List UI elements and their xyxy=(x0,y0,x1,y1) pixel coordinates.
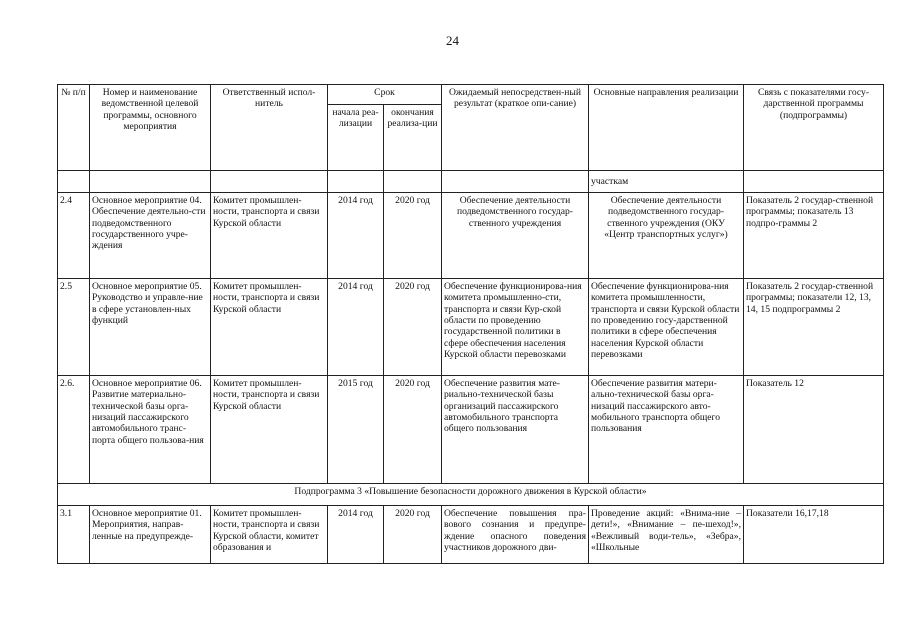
row-responsible: Комитет промышлен-ности, транспорта и связи Курской области, комитет образования и xyxy=(211,506,328,564)
row-directions: Обеспечение функционирова-ния комитета промышленности, транспорта и связи Курской области по проведению госу-дарственной политики в сфере обеспечения населения Курской области перевозками xyxy=(589,279,744,376)
row-responsible: Комитет промышлен-ности, транспорта и связи Курской области xyxy=(211,193,328,279)
subprogram-row xyxy=(58,484,884,506)
row-responsible: Комитет промышлен-ности, транспорта и связи Курской области xyxy=(211,279,328,376)
header-link: Связь с показателями госу-дарственной программы (подпрограммы) xyxy=(744,85,884,171)
row-num: 3.1 xyxy=(58,506,90,564)
row-result: Обеспечение деятельности подведомственного государ-ственного учреждения xyxy=(442,193,589,279)
row-result: Обеспечение функционирова-ния комитета промышленно-сти, транспорта и связи Кур-ской области по проведению государственной политики в сфере обеспечения населения Курской области перевозками xyxy=(442,279,589,376)
row-responsible: Комитет промышлен-ности, транспорта и связи Курской области xyxy=(211,376,328,484)
row-end: 2020 год xyxy=(384,193,442,279)
row-num: 2.4 xyxy=(58,193,90,279)
row-directions: Обеспечение развития матери-ально-технической базы орга-низаций пассажирского авто-мобильного транспорта общего пользования xyxy=(589,376,744,484)
row-start: 2015 год xyxy=(328,376,384,484)
row-name: Основное мероприятие 01. Мероприятия, направ-ленные на предупрежде- xyxy=(90,506,211,564)
header-responsible: Ответственный испол-нитель xyxy=(211,85,328,171)
row-link: Показатели 16,17,18 xyxy=(744,506,884,564)
row-name: Основное мероприятие 06. Развитие материально-технической базы орга-низаций пассажирского автомобильного транс-порта общего пользова-ния xyxy=(90,376,211,484)
header-result: Ожидаемый непосредствен-ный результат (краткое опи-сание) xyxy=(442,85,589,171)
row-link: Показатель 2 государ-ственной программы; показатели 12, 13, 14, 15 подпрограммы 2 xyxy=(744,279,884,376)
row-num: 2.6. xyxy=(58,376,90,484)
row-start: 2014 год xyxy=(328,279,384,376)
row-end: 2020 год xyxy=(384,506,442,564)
row-result: Обеспечение повышения пра-вового сознания и предупре-ждение опасного поведения участников дорожного дви- xyxy=(442,506,589,564)
table-row xyxy=(58,376,884,484)
row-num: 2.5 xyxy=(58,279,90,376)
header-name: Номер и наименование ведомственной целевой программы, основного мероприятия xyxy=(90,85,211,171)
table-row xyxy=(58,506,884,564)
row-link: Показатель 12 xyxy=(744,376,884,484)
row-start: 2014 год xyxy=(328,506,384,564)
row-name: Основное мероприятие 05. Руководство и управле-ние в сфере установлен-ных функций xyxy=(90,279,211,376)
row-directions: Обеспечение деятельности подведомственного государ-ственного учреждения (ОКУ «Центр транспортных услуг») xyxy=(589,193,744,279)
row-name: Основное мероприятие 04. Обеспечение деятельно-сти подведомственного государственного учре-ждения xyxy=(90,193,211,279)
row-start: 2014 год xyxy=(328,193,384,279)
subprogram-title: Подпрограмма 3 «Повышение безопасности дорожного движения в Курской области» xyxy=(58,484,884,506)
row-link: Показатель 2 государ-ственной программы; показатель 13 подпро-граммы 2 xyxy=(744,193,884,279)
page-number: 24 xyxy=(446,33,459,48)
header-row-1 xyxy=(58,85,884,105)
row-result: Обеспечение развития мате-риально-технической базы организаций пассажирского автомобильного транспорта общего пользования xyxy=(442,376,589,484)
table-row xyxy=(58,171,884,193)
cont-directions: участкам xyxy=(589,171,744,193)
row-directions: Проведение акций: «Внима-ние –дети!», «Внимание – пе-шеход!», «Вежливый води-тель», «Зебра», «Школьные xyxy=(589,506,744,564)
table-row xyxy=(58,279,884,376)
row-end: 2020 год xyxy=(384,376,442,484)
header-period: Срок xyxy=(328,85,442,105)
program-table xyxy=(57,84,884,564)
header-num: № п/п xyxy=(58,85,90,171)
header-directions: Основные направления реализации xyxy=(589,85,744,171)
row-end: 2020 год xyxy=(384,279,442,376)
header-start: начала реа-лизации xyxy=(328,105,384,171)
table-row xyxy=(58,193,884,279)
header-end: окончания реализа-ции xyxy=(384,105,442,171)
